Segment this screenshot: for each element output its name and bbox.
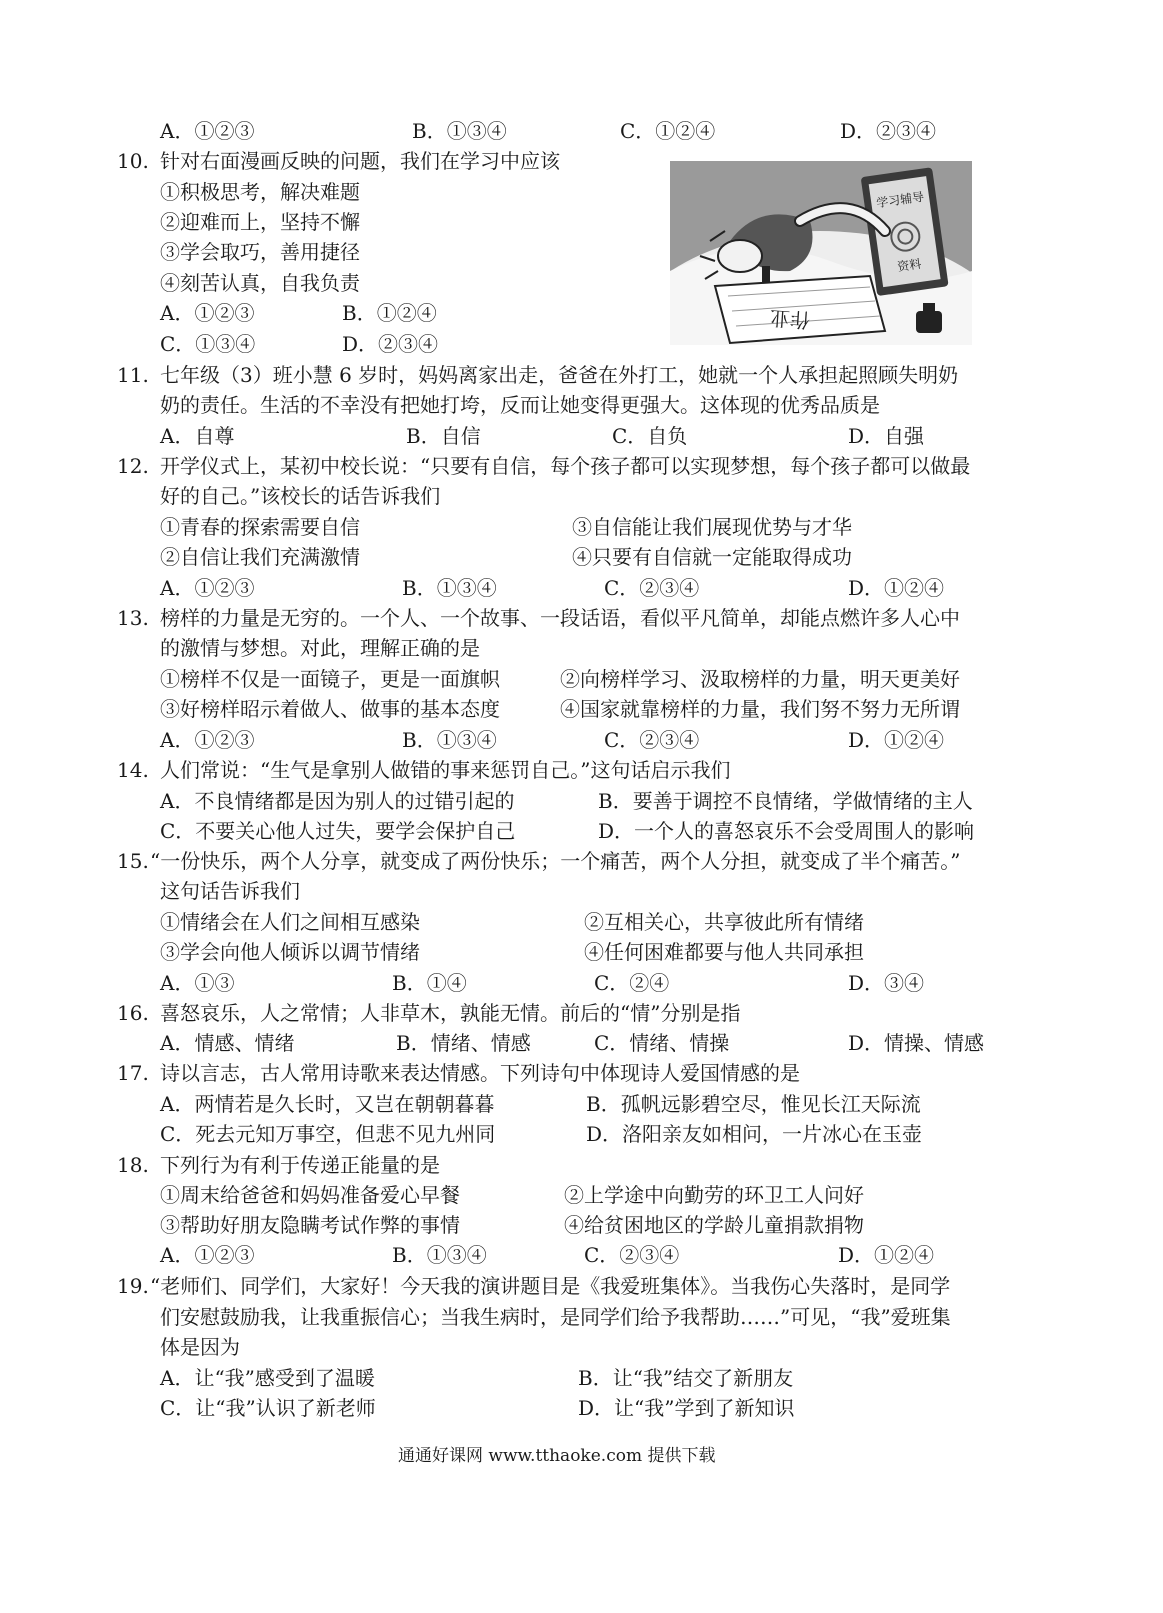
q19-stem-line-3: 体是因为 — [160, 1335, 240, 1359]
q12-item-1: ①青春的探索需要自信 — [160, 515, 360, 539]
q11-option-c[interactable]: C．自负 — [612, 424, 688, 448]
q19-option-d[interactable]: D．让“我”学到了新知识 — [578, 1396, 795, 1420]
q12-item-4: ④只要有自信就一定能取得成功 — [572, 545, 852, 569]
book-title: 学习辅导 — [875, 189, 925, 211]
q15-option-c[interactable]: C．②④ — [594, 971, 670, 995]
q18-option-b[interactable]: B．①③④ — [392, 1243, 487, 1267]
q19-option-b[interactable]: B．让“我”结交了新朋友 — [578, 1366, 794, 1390]
q14-stem: 人们常说：“生气是拿别人做错的事来惩罚自己。”这句话启示我们 — [160, 758, 731, 782]
q17-option-d[interactable]: D．洛阳亲友如相问，一片冰心在玉壶 — [586, 1122, 923, 1146]
q10-number: 10. — [117, 149, 149, 173]
q19-option-a[interactable]: A．让“我”感受到了温暖 — [160, 1366, 375, 1390]
q9-option-c[interactable]: C．①②④ — [620, 119, 716, 143]
page-footer: 通通好课网 www.tthaoke.com 提供下载 — [398, 1446, 716, 1466]
q13-stem-line-1: 榜样的力量是无穷的。一个人、一个故事、一段话语，看似平凡简单，却能点燃许多人心中 — [160, 606, 960, 630]
q16-option-c[interactable]: C．情绪、情操 — [594, 1031, 730, 1055]
q15-number: 15. — [117, 849, 149, 873]
q16-option-a[interactable]: A．情感、情绪 — [160, 1031, 295, 1055]
q16-option-b[interactable]: B．情绪、情感 — [396, 1031, 531, 1055]
q18-stem: 下列行为有利于传递正能量的是 — [160, 1153, 440, 1177]
q18-item-4: ④给贫困地区的学龄儿童捐款捐物 — [564, 1213, 864, 1237]
q10-option-a[interactable]: A．①②③ — [160, 301, 255, 325]
q17-option-c[interactable]: C．死去元知万事空，但悲不见九州同 — [160, 1122, 496, 1146]
q10-stem: 针对右面漫画反映的问题，我们在学习中应该 — [160, 149, 560, 173]
q12-number: 12. — [117, 454, 149, 478]
q14-number: 14. — [117, 758, 149, 782]
q15-option-b[interactable]: B．①④ — [392, 971, 467, 995]
q19-option-c[interactable]: C．让“我”认识了新老师 — [160, 1396, 376, 1420]
q18-item-3: ③帮助好朋友隐瞒考试作弊的事情 — [160, 1213, 460, 1237]
q15-item-1: ①情绪会在人们之间相互感染 — [160, 910, 420, 934]
q13-item-1: ①榜样不仅是一面镜子，更是一面旗帜 — [160, 667, 500, 691]
q13-number: 13. — [117, 606, 149, 630]
q9-option-b[interactable]: B．①③④ — [412, 119, 507, 143]
q10-option-c[interactable]: C．①③④ — [160, 332, 256, 356]
q12-stem-line-1: 开学仪式上，某初中校长说：“只要有自信，每个孩子都可以实现梦想，每个孩子都可以做最 — [160, 454, 971, 478]
q19-stem-line-1: “老师们、同学们，大家好！今天我的演讲题目是《我爱班集体》。当我伤心失落时，是同学 — [150, 1274, 951, 1298]
q14-option-d[interactable]: D．一个人的喜怒哀乐不会受周围人的影响 — [598, 819, 975, 843]
q16-stem: 喜怒哀乐，人之常情；人非草木，孰能无情。前后的“情”分别是指 — [160, 1001, 741, 1025]
q12-item-3: ③自信能让我们展现优势与才华 — [572, 515, 852, 539]
q13-item-3: ③好榜样昭示着做人、做事的基本态度 — [160, 697, 500, 721]
q11-option-a[interactable]: A．自尊 — [160, 424, 235, 448]
q10-option-b[interactable]: B．①②④ — [342, 301, 437, 325]
q10-item-4: ④刻苦认真，自我负责 — [160, 271, 360, 295]
q9-option-a[interactable]: A．①②③ — [160, 119, 255, 143]
q18-item-2: ②上学途中向勤劳的环卫工人问好 — [564, 1183, 864, 1207]
q15-stem-line-2: 这句话告诉我们 — [160, 879, 300, 903]
q13-option-d[interactable]: D．①②④ — [848, 728, 945, 752]
q17-number: 17. — [117, 1061, 149, 1085]
q11-number: 11. — [117, 363, 149, 387]
q14-option-a[interactable]: A．不良情绪都是因为别人的过错引起的 — [160, 789, 515, 813]
q15-item-4: ④任何困难都要与他人共同承担 — [584, 940, 864, 964]
q14-option-c[interactable]: C．不要关心他人过失，要学会保护自己 — [160, 819, 516, 843]
book-subtitle: 资料 — [896, 256, 923, 274]
q11-option-b[interactable]: B．自信 — [406, 424, 481, 448]
q10-item-1: ①积极思考，解决难题 — [160, 180, 360, 204]
homework-paper-label: 作业 — [769, 305, 811, 333]
q14-option-b[interactable]: B．要善于调控不良情绪，学做情绪的主人 — [598, 789, 973, 813]
q12-option-a[interactable]: A．①②③ — [160, 576, 255, 600]
q12-option-c[interactable]: C．②③④ — [604, 576, 700, 600]
q18-option-a[interactable]: A．①②③ — [160, 1243, 255, 1267]
q12-option-b[interactable]: B．①③④ — [402, 576, 497, 600]
q16-number: 16. — [117, 1001, 149, 1025]
q15-item-3: ③学会向他人倾诉以调节情绪 — [160, 940, 420, 964]
q11-stem-line-2: 奶的责任。生活的不幸没有把她打垮，反而让她变得更强大。这体现的优秀品质是 — [160, 393, 880, 417]
q13-option-b[interactable]: B．①③④ — [402, 728, 497, 752]
q15-stem-line-1: “一份快乐，两个人分享，就变成了两份快乐；一个痛苦，两个人分担，就变成了半个痛苦。” — [150, 849, 961, 873]
q19-number: 19. — [117, 1274, 149, 1298]
q13-option-c[interactable]: C．②③④ — [604, 728, 700, 752]
q13-item-4: ④国家就靠榜样的力量，我们努不努力无所谓 — [560, 697, 960, 721]
q15-option-d[interactable]: D．③④ — [848, 971, 925, 995]
q18-number: 18. — [117, 1153, 149, 1177]
q13-stem-line-2: 的激情与梦想。对此，理解正确的是 — [160, 636, 480, 660]
q17-option-a[interactable]: A．两情若是久长时，又岂在朝朝暮暮 — [160, 1092, 495, 1116]
q12-option-d[interactable]: D．①②④ — [848, 576, 945, 600]
q12-item-2: ②自信让我们充满激情 — [160, 545, 360, 569]
q13-item-2: ②向榜样学习、汲取榜样的力量，明天更美好 — [560, 667, 960, 691]
q10-item-3: ③学会取巧，善用捷径 — [160, 240, 360, 264]
q18-option-d[interactable]: D．①②④ — [838, 1243, 935, 1267]
q11-stem-line-1: 七年级（3）班小慧 6 岁时，妈妈离家出走，爸爸在外打工，她就一个人承担起照顾失明奶 — [160, 363, 959, 387]
q12-stem-line-2: 好的自己。”该校长的话告诉我们 — [160, 484, 441, 508]
q19-stem-line-2: 们安慰鼓励我，让我重振信心；当我生病时，是同学们给予我帮助……”可见，“我”爱班集 — [160, 1305, 951, 1329]
q18-option-c[interactable]: C．②③④ — [584, 1243, 680, 1267]
homework-paper-icon — [715, 276, 885, 343]
q16-option-d[interactable]: D．情操、情感 — [848, 1031, 985, 1055]
q18-item-1: ①周末给爸爸和妈妈准备爱心早餐 — [160, 1183, 460, 1207]
q13-option-a[interactable]: A．①②③ — [160, 728, 255, 752]
q11-option-d[interactable]: D．自强 — [848, 424, 925, 448]
q17-option-b[interactable]: B．孤帆远影碧空尽，惟见长江天际流 — [586, 1092, 921, 1116]
q17-stem: 诗以言志，古人常用诗歌来表达情感。下列诗句中体现诗人爱国情感的是 — [160, 1061, 800, 1085]
homework-cartoon — [670, 161, 972, 345]
q9-option-d[interactable]: D．②③④ — [840, 119, 937, 143]
q15-item-2: ②互相关心，共享彼此所有情绪 — [584, 910, 864, 934]
q15-option-a[interactable]: A．①③ — [160, 971, 235, 995]
q10-item-2: ②迎难而上，坚持不懈 — [160, 210, 360, 234]
q10-option-d[interactable]: D．②③④ — [342, 332, 439, 356]
